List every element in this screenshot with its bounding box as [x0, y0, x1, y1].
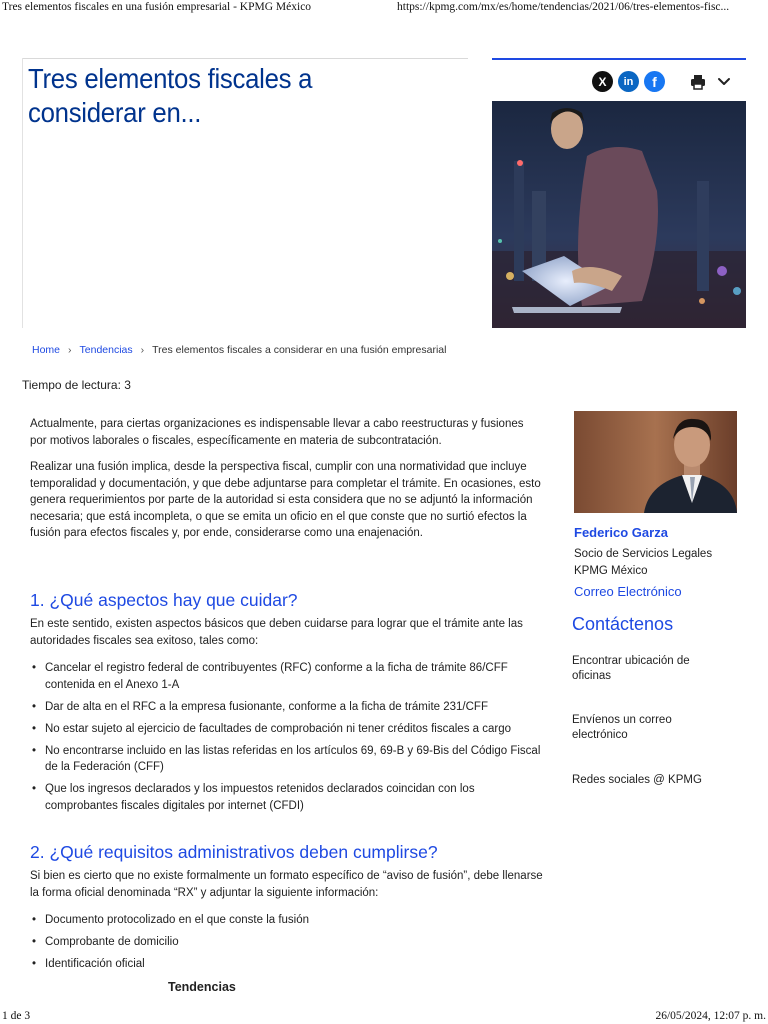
- send-email-link[interactable]: Envíenos un correo electrónico: [572, 714, 672, 741]
- list-item: • Que los ingresos declarados y los impuestos retenidos declarados coincidan con los comprobantes fiscales digitales por internet (CFDI): [30, 781, 550, 814]
- section-2-paragraph: Si bien es cierto que no existe formalmente un formato específico de “aviso de fusión”, debe llenarse la forma oficial denominada “RX” y adjuntar la siguiente información:: [30, 870, 543, 899]
- print-page-url: https://kpmg.com/mx/es/home/tendencias/2021/06/tres-elementos-fisc...: [397, 1, 730, 13]
- breadcrumb-separator: ›: [140, 344, 145, 356]
- print-page-title: Tres elementos fiscales en una fusión empresarial - KPMG México: [2, 1, 312, 13]
- hero-image: [492, 101, 746, 328]
- fusion-paragraph: Realizar una fusión implica, desde la perspectiva fiscal, cumplir con una normatividad que incluye temporalidad y documentación, y que debe adjuntarse para completar el trámite. En ocasiones, esto genera requerimientos por parte de la autoridad si esta considera que no se adjuntó la información necesaria; que está incompleta, o que se emita un oficio en el que conste que no surtió efectos la fusión para efectos fiscales y, por ende, considerarse como una enajenación.: [30, 461, 541, 539]
- contact-email-link[interactable]: Correo Electrónico: [574, 584, 682, 599]
- facebook-share-icon[interactable]: f: [644, 71, 665, 92]
- article-title: Tres elementos fiscales a considerar en...: [28, 63, 313, 128]
- list-item: • Comprobante de domicilio: [30, 934, 550, 951]
- intro-paragraph: Actualmente, para ciertas organizaciones es indispensable llevar a cabo reestructuras y fusiones por motivos laborales o fiscales, específicamente en materia de subcontratación.: [30, 418, 524, 447]
- breadcrumb-tendencias[interactable]: Tendencias: [79, 344, 133, 356]
- section-1-heading: 1. ¿Qué aspectos hay que cuidar?: [30, 590, 298, 610]
- list-item: • No estar sujeto al ejercicio de facultades de comprobación ni tener créditos fiscales a cargo: [30, 721, 550, 738]
- print-footer: [0, 1009, 768, 1024]
- list-item: • No encontrarse incluido en las listas referidas en los artículos 69, 69-B y 69-Bis del Código Fiscal de la Federación (CFF): [30, 743, 550, 776]
- print-header: [0, 0, 768, 16]
- top-divider: [22, 58, 468, 59]
- section-2-heading: 2. ¿Qué requisitos administrativos deben cumplirse?: [30, 842, 438, 862]
- tendencias-tab[interactable]: Tendencias: [168, 980, 236, 994]
- section-2-list: [30, 912, 550, 978]
- contact-name[interactable]: Federico Garza: [574, 525, 668, 540]
- contact-role: Socio de Servicios Legales KPMG México: [574, 548, 713, 577]
- contact-heading: Contáctenos: [572, 614, 674, 634]
- list-item: • Documento protocolizado en el que conste la fusión: [30, 912, 550, 929]
- list-item: • Dar de alta en el RFC a la empresa fusionante, conforme a la ficha de trámite 231/CFF: [30, 699, 550, 716]
- list-item: • Cancelar el registro federal de contribuyentes (RFC) conforme a la ficha de trámite 86/CFF contenida en el Anexo 1-A: [30, 660, 550, 693]
- print-icon[interactable]: [689, 73, 707, 91]
- breadcrumb-current: Tres elementos fiscales a considerar en una fusión empresarial: [152, 344, 447, 356]
- chevron-down-icon[interactable]: [716, 72, 732, 92]
- breadcrumb-separator: ›: [68, 344, 72, 356]
- social-media-link[interactable]: Redes sociales @ KPMG: [572, 774, 702, 786]
- breadcrumb: [32, 344, 446, 356]
- contact-photo: [574, 411, 737, 513]
- accent-divider: [492, 58, 746, 60]
- list-item: • Identificación oficial: [30, 956, 550, 973]
- print-datetime: 26/05/2024, 12:07 p. m.: [655, 1010, 766, 1022]
- section-1-paragraph: En este sentido, existen aspectos básicos que deben cuidarse para lograr que el trámite ante las autoridades fiscales sea exitoso, tales como:: [30, 618, 523, 647]
- linkedin-share-icon[interactable]: in: [618, 71, 639, 92]
- section-1-list: [30, 660, 550, 820]
- x-share-icon[interactable]: X: [592, 71, 613, 92]
- print-page-number: 1 de 3: [2, 1010, 31, 1022]
- find-office-link[interactable]: Encontrar ubicación de oficinas: [572, 655, 690, 682]
- hero-left-border: [22, 58, 23, 328]
- reading-time: Tiempo de lectura: 3: [22, 378, 131, 392]
- breadcrumb-home[interactable]: Home: [32, 344, 61, 356]
